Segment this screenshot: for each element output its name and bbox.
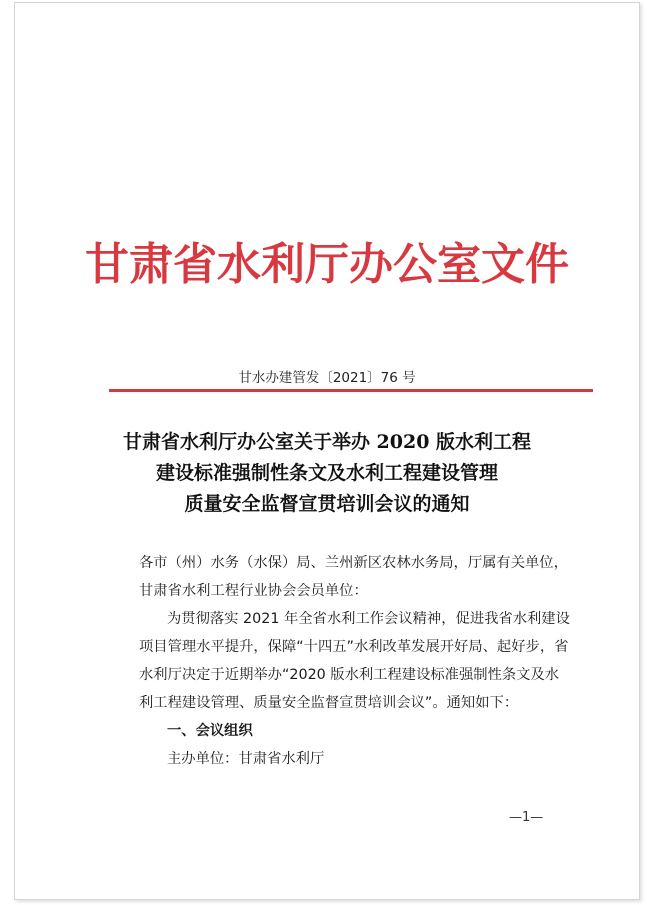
red-divider-line <box>109 389 593 392</box>
notice-body <box>139 549 573 773</box>
heading-line-2: 建设标准强制性条文及水利工程建设管理 <box>155 462 498 484</box>
document-number: 甘水办建管发〔2021〕76 号 <box>238 370 416 386</box>
document-page <box>14 2 640 900</box>
recipients-paragraph: 各市（州）水务（水保）局、兰州新区农林水务局，厅属有关单位，甘肃省水利工程行业协会会员单位： <box>139 555 568 599</box>
heading-line-1: 甘肃省水利厅办公室关于举办 2020 版水利工程 <box>122 431 532 453</box>
intro-paragraph: 为贯彻落实 2021 年全省水利工作会议精神，促进我省水利建设项目管理水平提升，保障“十四五”水利改革发展开好局、起好步，省水利厅决定于近期举办“2020 版水利工程建设标准强制性条文及水利工程建设管理、质量安全监督宣贯培训会议”。通知如下： <box>139 611 570 711</box>
heading-line-3: 质量安全监督宣贯培训会议的通知 <box>184 493 470 515</box>
issuer-title: 甘肃省水利厅办公室文件 <box>85 239 569 290</box>
page-number: —1— <box>509 810 544 825</box>
notice-heading <box>15 427 639 520</box>
section-heading: 一、会议组织 <box>167 723 253 739</box>
organizer-line: 主办单位：甘肃省水利厅 <box>167 751 325 767</box>
